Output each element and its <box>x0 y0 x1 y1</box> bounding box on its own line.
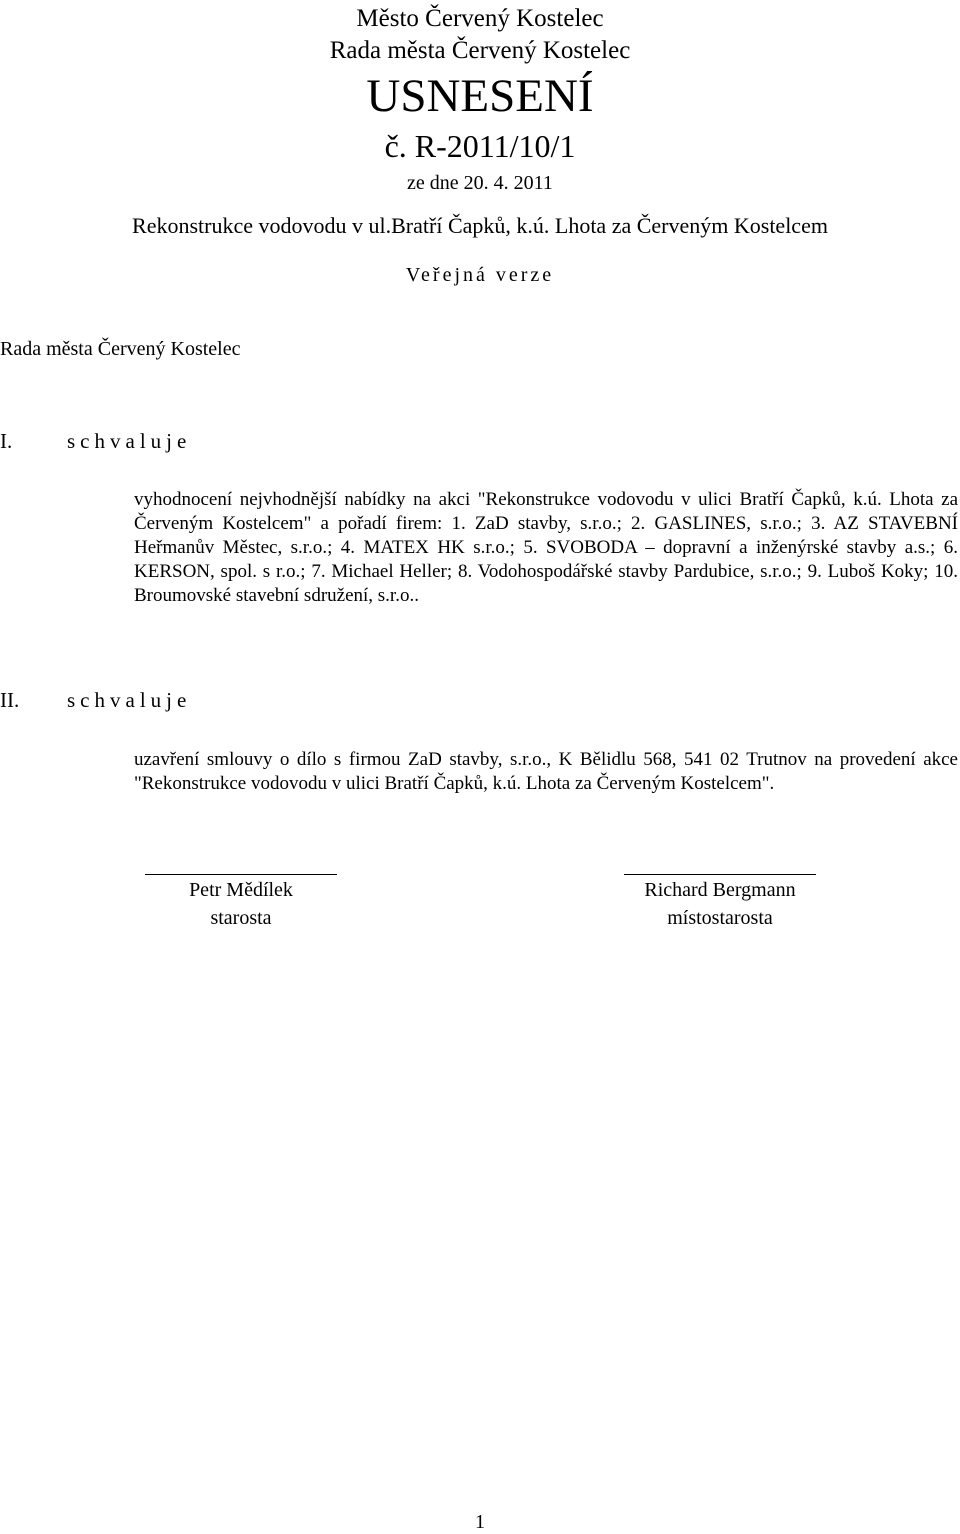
signature-line <box>624 874 816 875</box>
version-label: Veřejná verze <box>405 264 555 286</box>
signatory-role: místostarosta <box>667 907 773 929</box>
section-verb: schvaluje <box>67 429 192 453</box>
council-heading: Rada města Červený Kostelec <box>329 37 631 64</box>
council-name: Rada města Červený Kostelec <box>0 338 241 360</box>
document-title: USNESENÍ <box>366 70 594 122</box>
section-numeral: II. <box>0 688 20 712</box>
signatory-name: Petr Mědílek <box>189 879 293 901</box>
section-text: vyhodnocení nejvhodnější nabídky na akci "Rekonstrukce vodovodu v ulici Bratří Čapků, k.ú. Lhota za Červeným Kostelcem" a pořadí firem: 1. ZaD stavby, s.r.o.; 2. GASLINES, s.r.o.; 3. AZ STAVEBNÍ Heřmanův Městec, s.r.o.; 4. MATEX HK s.r.o.; 5. SVOBODA – dopravní a inženýrské stavby a.s.; 6. KERSON, spol. s r.o.; 7. Michael Heller; 8. Vodohospodářské stavby Pardubice, s.r.o.; 9. Luboš Koky; 10. Broumovské stavební sdružení, s.r.o.. <box>134 489 958 606</box>
section-numeral: I. <box>0 429 13 453</box>
signature-line <box>145 874 337 875</box>
resolution-subject: Rekonstrukce vodovodu v ul.Bratří Čapků, k.ú. Lhota za Červeným Kostelcem <box>132 213 828 238</box>
signatory-role: starosta <box>210 907 272 929</box>
resolution-number: č. R-2011/10/1 <box>384 128 576 164</box>
city-name: Město Červený Kostelec <box>356 5 604 32</box>
resolution-date: ze dne 20. 4. 2011 <box>407 172 553 194</box>
section-verb: schvaluje <box>67 688 192 712</box>
signatory-name: Richard Bergmann <box>644 879 796 901</box>
page-number: 1 <box>475 1511 485 1533</box>
section-text: uzavření smlouvy o dílo s firmou ZaD stavby, s.r.o., K Bělidlu 568, 541 02 Trutnov na provedení akce "Rekonstrukce vodovodu v ulici Bratří Čapků, k.ú. Lhota za Červeným Kostelcem". <box>134 749 958 794</box>
